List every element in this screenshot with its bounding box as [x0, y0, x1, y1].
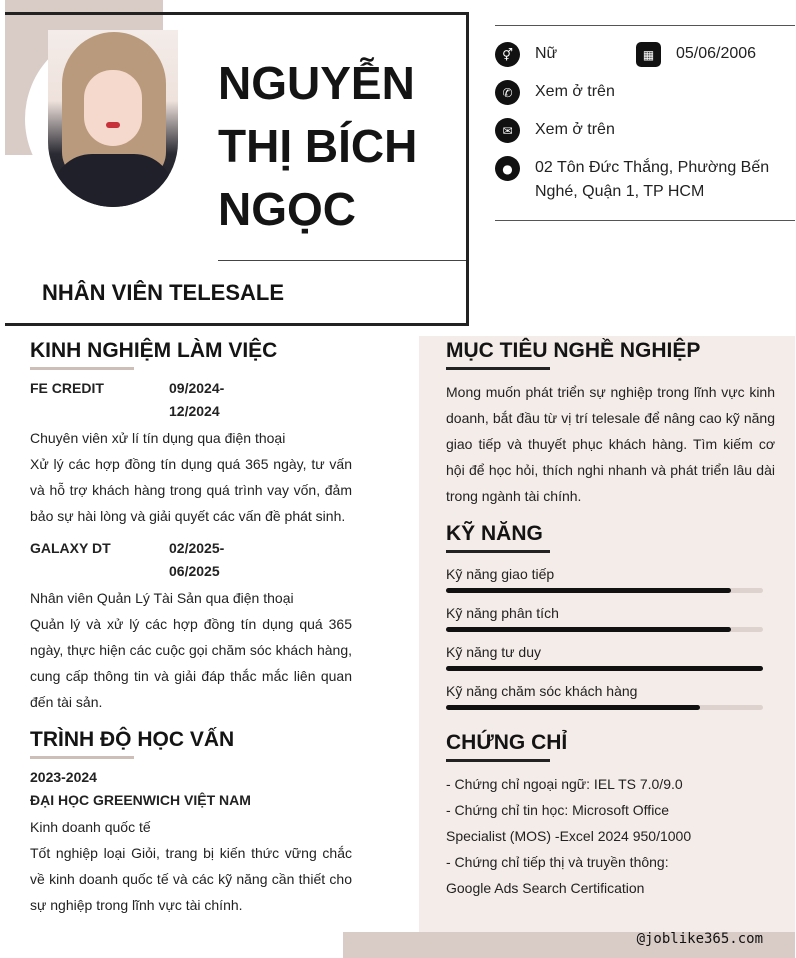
- exp-desc-1: Xử lý các hợp đồng tín dụng quá 365 ngày, tư vấn và hỗ trợ khách hàng trong quá trình vay vốn, đảm bảo sự hài lòng và giải quyết các vấn đề phát sinh.: [30, 456, 352, 524]
- contact-phone: [495, 80, 795, 105]
- objective-text: Mong muốn phát triển sự nghiệp trong lĩnh vực kinh doanh, bắt đầu từ vị trí telesale để nâng cao kỹ năng giao tiếp và thuyết phục khách hàng. Tìm kiếm cơ hội để học hỏi, thích nghi nhanh và phát triển lâu dài trong ngành tài chính.: [446, 384, 775, 504]
- skill-bar-4: [446, 705, 763, 710]
- skill-label-4: Kỹ năng chăm sóc khách hàng: [446, 683, 638, 699]
- address-text: 02 Tôn Đức Thắng, Phường Bến Nghé, Quận 1, TP HCM: [535, 159, 770, 200]
- exp-company-1: FE CREDIT: [30, 380, 104, 396]
- experience-underline: [30, 367, 134, 370]
- exp-role-2: Nhân viên Quản Lý Tài Sản qua điện thoại: [30, 590, 294, 606]
- edu-desc: Tốt nghiệp loại Giỏi, trang bị kiến thức vững chắc về kinh doanh quốc tế và các kỹ năng cần thiết cho sự nghiệp trong lĩnh vực tài chính.: [30, 845, 352, 913]
- job-title: NHÂN VIÊN TELESALE: [42, 280, 285, 305]
- gender-icon: ⚥: [495, 42, 520, 67]
- phone-text: Xem ở trên: [535, 83, 615, 100]
- skill-fill-4: [446, 705, 700, 710]
- skill-label-1: Kỹ năng giao tiếp: [446, 566, 555, 582]
- divider: [218, 260, 466, 261]
- contact-address: [495, 156, 770, 204]
- exp-period-1: 09/2024-12/2024: [169, 380, 225, 419]
- edu-period: 2023-2024: [30, 769, 97, 785]
- cert-line-3: - Chứng chỉ tiếp thị và truyền thông: Google Ads Search Certification: [446, 854, 669, 896]
- contact-email: [495, 118, 795, 143]
- gender-text: Nữ: [535, 45, 558, 62]
- profile-name: NGUYỄN THỊ BÍCH NGỌC: [218, 57, 418, 235]
- exp-period-2: 02/2025-06/2025: [169, 540, 225, 579]
- skill-bar-1: [446, 588, 763, 593]
- education-underline: [30, 756, 134, 759]
- email-text: Xem ở trên: [535, 121, 615, 138]
- skill-label-3: Kỹ năng tư duy: [446, 644, 541, 660]
- location-icon: ●: [495, 156, 520, 181]
- objective-underline: [446, 367, 550, 370]
- exp-desc-2: Quản lý và xử lý các hợp đồng tín dụng quá 365 ngày, thực hiện các cuộc gọi chăm sóc khách hàng, cung cấp thông tin và giải đáp thắc mắc liên quan đến tài sản.: [30, 616, 352, 710]
- education-title: TRÌNH ĐỘ HỌC VẤN: [30, 728, 235, 751]
- calendar-icon: ▦: [636, 42, 661, 67]
- certificates-underline: [446, 759, 550, 762]
- skill-fill-2: [446, 627, 731, 632]
- skill-label-2: Kỹ năng phân tích: [446, 605, 559, 621]
- avatar: [48, 30, 178, 207]
- birthday-text: 05/06/2006: [676, 45, 757, 62]
- experience-title: KINH NGHIỆM LÀM VIỆC: [30, 339, 278, 362]
- contact-gender: [495, 42, 625, 67]
- cert-line-2: - Chứng chỉ tin học: Microsoft Office Specialist (MOS) -Excel 2024 950/1000: [446, 802, 692, 844]
- contact-birthday: [636, 42, 796, 67]
- footer-text: @joblike365.com: [636, 931, 763, 947]
- skill-bar-3: [446, 666, 763, 671]
- edu-major: Kinh doanh quốc tế: [30, 819, 151, 835]
- exp-company-2: GALAXY DT: [30, 540, 111, 556]
- exp-role-1: Chuyên viên xử lí tín dụng qua điện thoại: [30, 430, 286, 446]
- phone-icon: ✆: [495, 80, 520, 105]
- email-icon: ✉: [495, 118, 520, 143]
- cert-line-1: - Chứng chỉ ngoại ngữ: IEL TS 7.0/9.0: [446, 776, 683, 792]
- edu-school: ĐẠI HỌC GREENWICH VIỆT NAM: [30, 792, 251, 808]
- skill-fill-1: [446, 588, 731, 593]
- skills-title: KỸ NĂNG: [446, 522, 543, 545]
- skill-fill-3: [446, 666, 763, 671]
- objective-title: MỤC TIÊU NGHỀ NGHIỆP: [446, 339, 701, 362]
- skill-bar-2: [446, 627, 763, 632]
- skills-underline: [446, 550, 550, 553]
- certificates-title: CHỨNG CHỈ: [446, 731, 568, 754]
